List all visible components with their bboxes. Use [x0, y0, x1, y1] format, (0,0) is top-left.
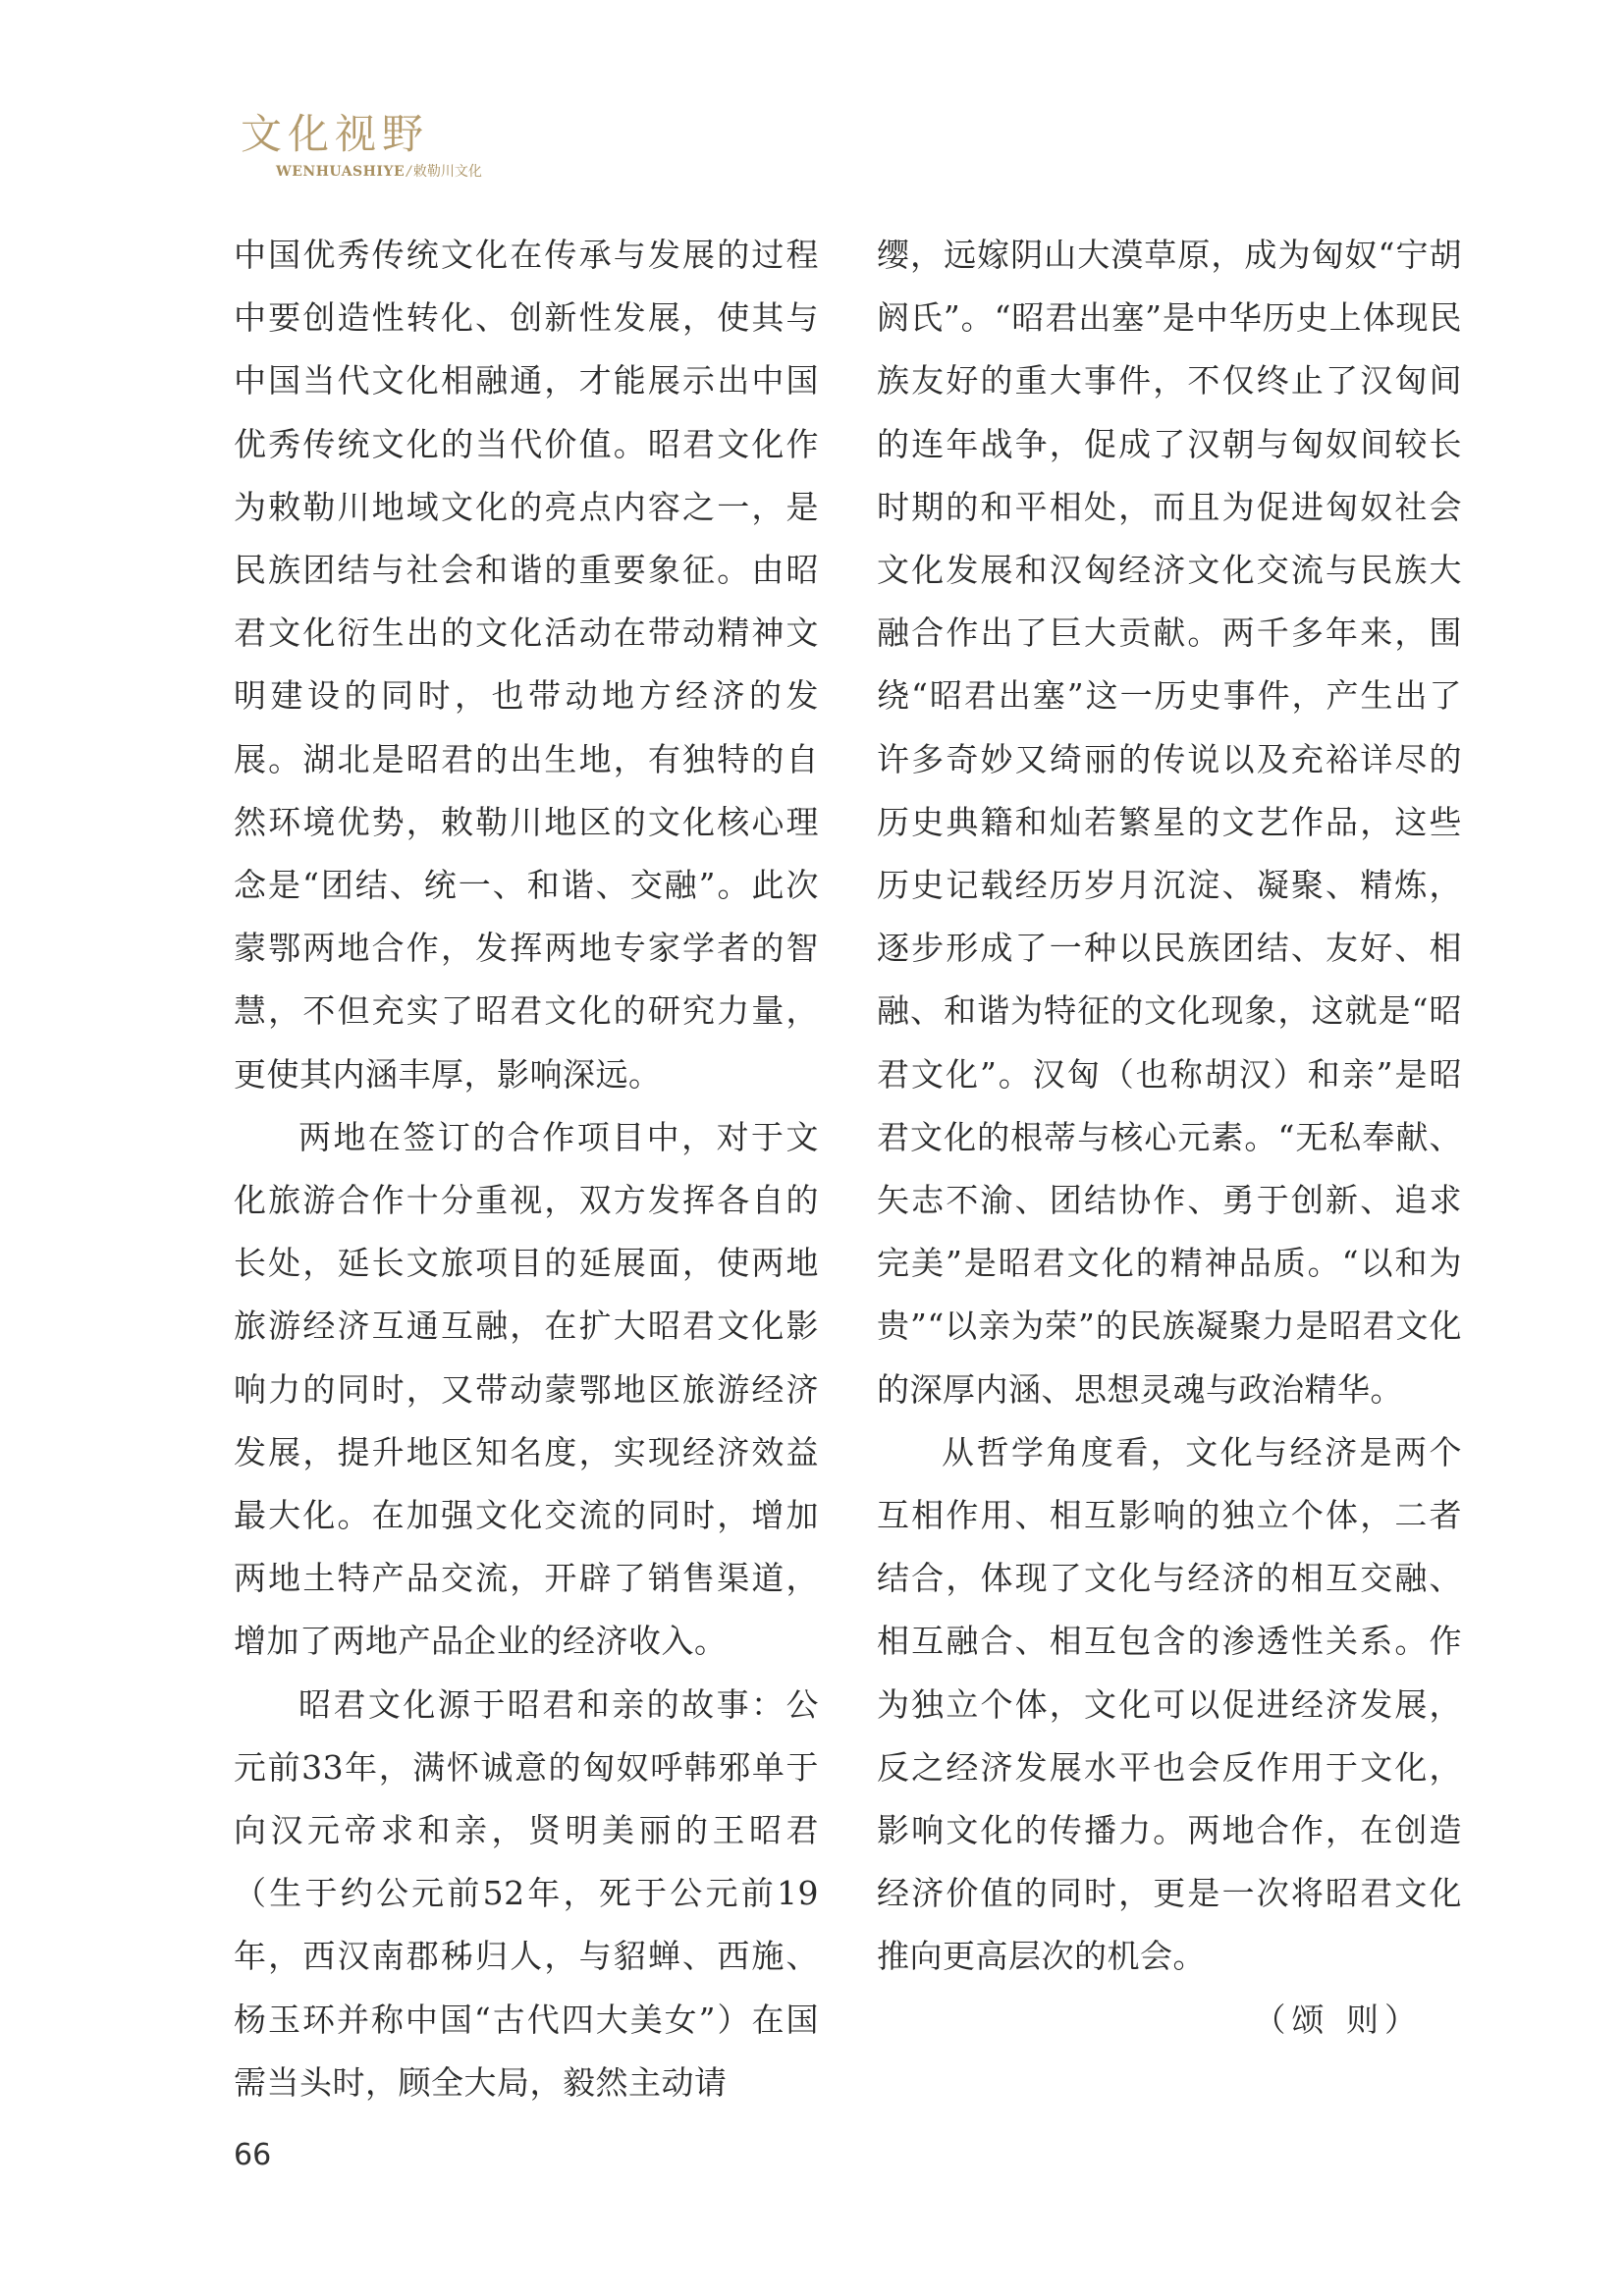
section-title: 文化视野 — [241, 110, 430, 158]
section-subtitle-latin: WENHUASHIYE — [276, 164, 406, 180]
section-subtitle-cn: 敕勒川文化 — [412, 164, 482, 180]
paragraph: 两地在签订的合作项目中，对于文化旅游合作十分重视，双方发挥各自的长处，延长文旅项目的延展面，使两地旅游经济互通互融，在扩大昭君文化影响力的同时，又带动蒙鄂地区旅游经济发展，提升地区知名度，实现经济效益最大化。在加强文化交流的同时，增加两地土特产品交流，开辟了销售渠道，增加了两地产品企业的经济收入。 — [234, 1117, 819, 1661]
section-header — [241, 110, 731, 181]
paragraph: 中国优秀传统文化在传承与发展的过程中要创造性转化、创新性发展，使其与中国当代文化相融通，才能展示出中国优秀传统文化的当代价值。昭君文化作为敕勒川地域文化的亮点内容之一，是民族团结与社会和谐的重要象征。由昭君文化衍生出的文化活动在带动精神文明建设的同时，也带动地方经济的发展。湖北是昭君的出生地，有独特的自然环境优势，敕勒川地区的文化核心理念是“团结、统一、和谐、交融”。此次蒙鄂两地合作，发挥两地专家学者的智慧，不但充实了昭君文化的研究力量，更使其内涵丰厚，影响深远。 — [234, 236, 819, 1094]
author-signature: （颂 则） — [1253, 2000, 1423, 2039]
paragraph: 从哲学角度看，文化与经济是两个互相作用、相互影响的独立个体，二者结合，体现了文化与经济的相互交融、相互融合、相互包含的渗透性关系。作为独立个体，文化可以促进经济发展，反之经济发展水平也会反作用于文化，影响文化的传播力。两地合作，在创造经济价值的同时，更是一次将昭君文化推向更高层次的机会。 — [877, 1432, 1462, 1976]
paragraph: 昭君文化源于昭君和亲的故事：公元前33年，满怀诚意的匈奴呼韩邪单于向汉元帝求和亲，贤明美丽的王昭君（生于约公元前52年，死于公元前19年，西汉南郡秭归人，与貂蝉、西施、杨玉环并称中国“古代四大美女”）在国需当头时，顾全大局，毅然主动请 — [234, 1684, 819, 2102]
right-column — [877, 224, 1462, 2052]
section-subtitle — [276, 163, 731, 181]
section-subtitle-separator: / — [406, 164, 411, 180]
page-number: 66 — [234, 2138, 272, 2172]
paragraph: 缨，远嫁阴山大漠草原，成为匈奴“宁胡阏氏”。“昭君出塞”是中华历史上体现民族友好的重大事件，不仅终止了汉匈间的连年战争，促成了汉朝与匈奴间较长时期的和平相处，而且为促进匈奴社会文化发展和汉匈经济文化交流与民族大融合作出了巨大贡献。两千多年来，围绕“昭君出塞”这一历史事件，产生出了许多奇妙又绮丽的传说以及充裕详尽的历史典籍和灿若繁星的文艺作品，这些历史记载经历岁月沉淀、凝聚、精炼，逐步形成了一种以民族团结、友好、相融、和谐为特征的文化现象，这就是“昭君文化”。汉匈（也称胡汉）和亲”是昭君文化的根蒂与核心元素。“无私奉献、矢志不渝、团结协作、勇于创新、追求完美”是昭君文化的精神品质。“以和为贵”“以亲为荣”的民族凝聚力是昭君文化的深厚内涵、思想灵魂与政治精华。 — [877, 236, 1462, 1409]
left-column — [234, 224, 819, 2114]
